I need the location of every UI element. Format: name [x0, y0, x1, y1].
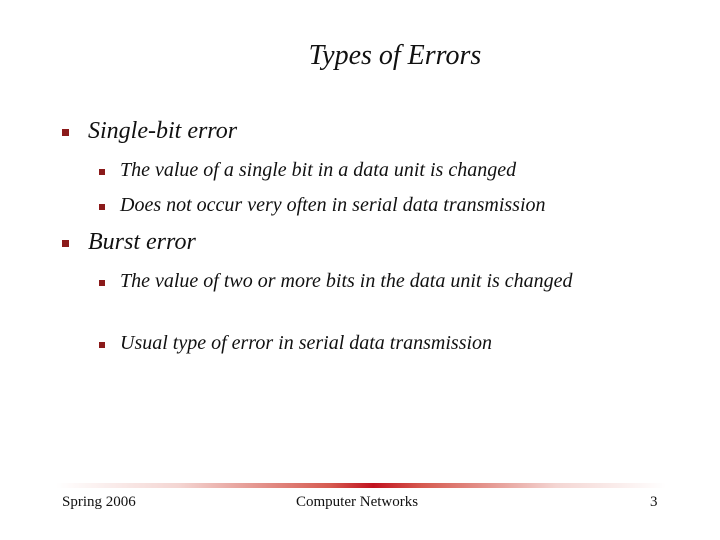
footer-page-number: 3: [650, 494, 658, 510]
sub-bullet-item: The value of a single bit in a data unit is changed: [120, 159, 517, 181]
bullet-burst-error: Burst error: [88, 229, 196, 255]
sub-bullet-marker-icon: [99, 342, 105, 348]
sub-bullet-item: Usual type of error in serial data transmission: [120, 332, 493, 354]
bullet-marker-icon: [62, 240, 69, 247]
footer-date: Spring 2006: [62, 494, 136, 510]
sub-bullet-marker-icon: [99, 204, 105, 210]
bullet-single-bit-error: Single-bit error: [88, 118, 238, 144]
sub-bullet-marker-icon: [99, 169, 105, 175]
sub-bullet-item: Does not occur very often in serial data transmission: [120, 194, 546, 216]
footer-divider: [56, 483, 666, 488]
footer-course-title: Computer Networks: [296, 494, 419, 510]
sub-bullet-item: The value of two or more bits in the data unit is changed: [120, 270, 573, 292]
sub-bullet-marker-icon: [99, 280, 105, 286]
bullet-marker-icon: [62, 129, 69, 136]
slide-title: Types of Errors: [308, 40, 482, 71]
